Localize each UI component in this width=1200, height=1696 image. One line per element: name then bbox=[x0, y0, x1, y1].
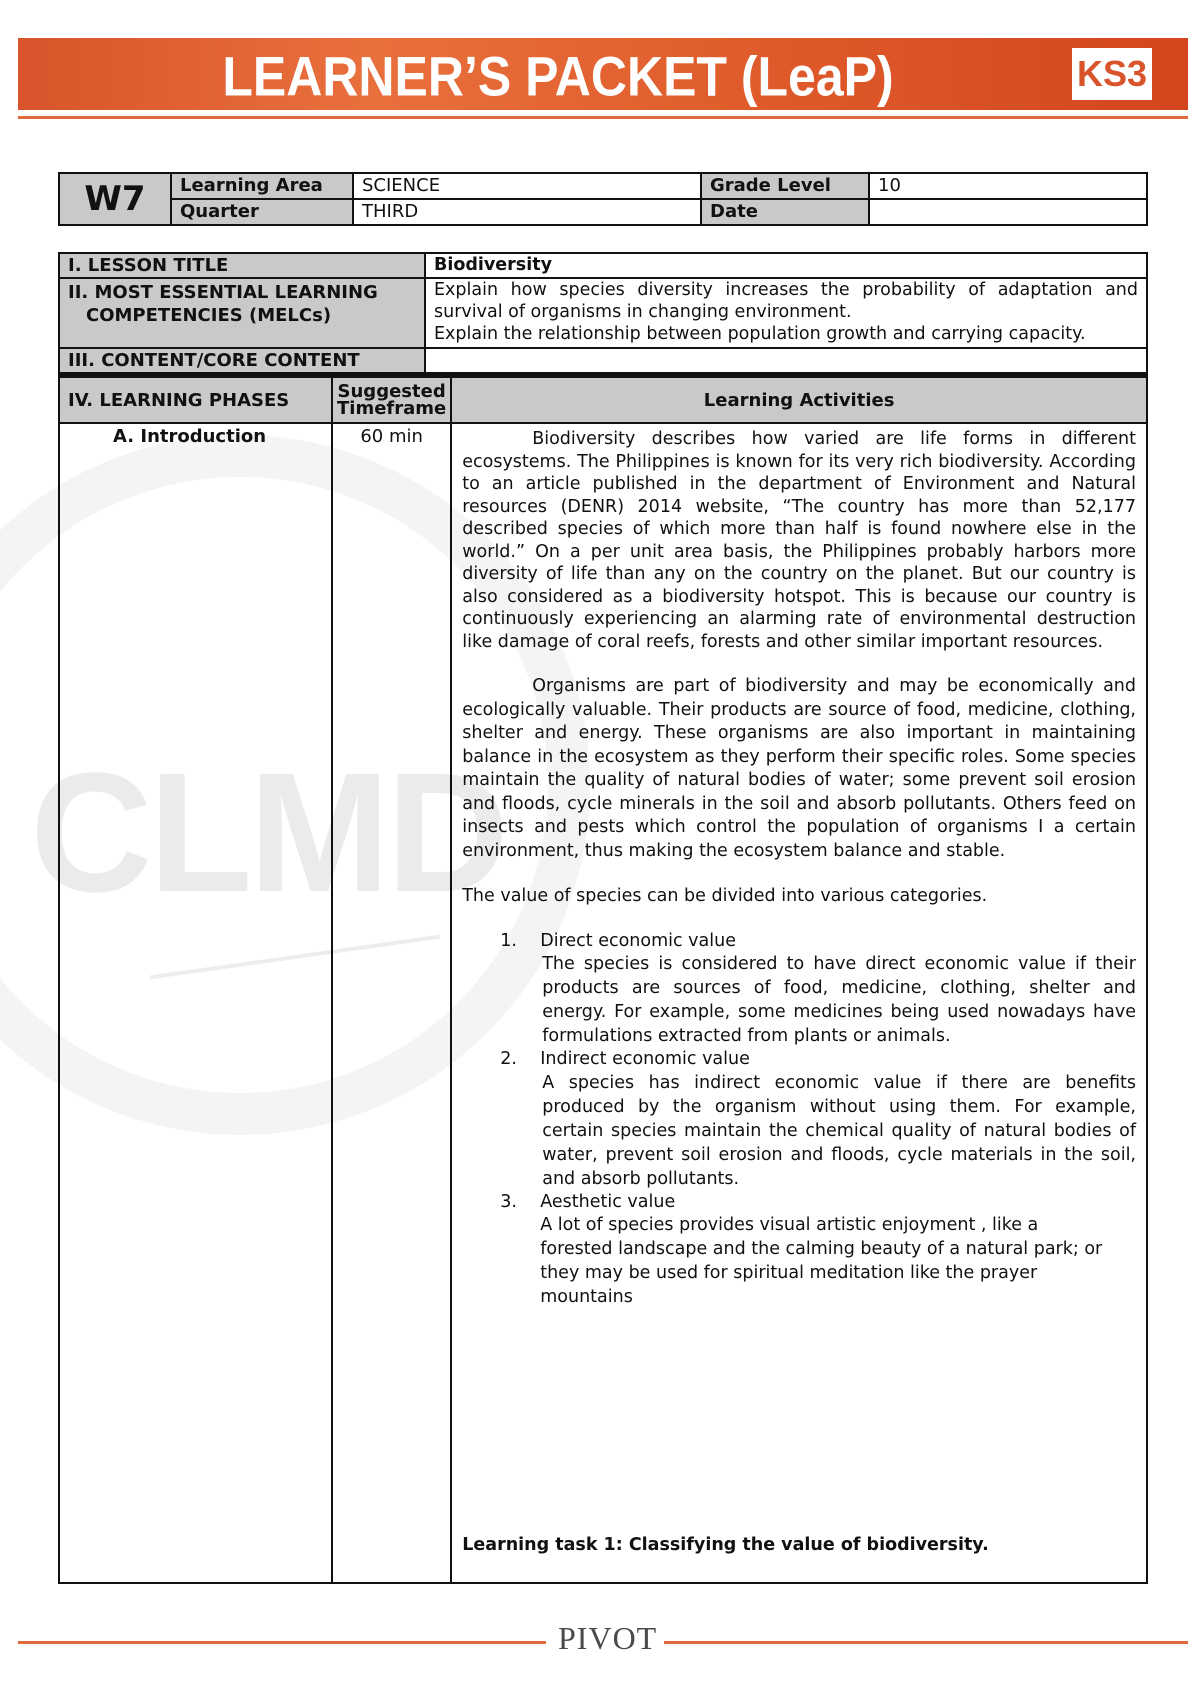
list-item-title: Indirect economic value bbox=[540, 1049, 750, 1069]
quarter-label: Quarter bbox=[171, 199, 353, 225]
list-item-title: Aesthetic value bbox=[540, 1191, 676, 1212]
list-item-text: A lot of species provides visual artistic enjoyment , like a forested landscape and the calming beauty of a natural park; or they may be used for spiritual meditation like the prayer mountains bbox=[540, 1215, 1103, 1307]
lesson-title-label: I. LESSON TITLE bbox=[59, 253, 425, 278]
learning-task-1-heading: Learning task 1: Classifying the value of biodiversity. bbox=[462, 1535, 989, 1555]
date-value bbox=[869, 199, 1147, 225]
quarter-value: THIRD bbox=[353, 199, 701, 225]
melc-label bbox=[59, 278, 425, 348]
banner-title: LEARNER’S PACKET (LeaP) bbox=[222, 45, 894, 108]
grade-level-value: 10 bbox=[869, 173, 1147, 199]
activities-text bbox=[462, 428, 1136, 1557]
introduction-label: A. Introduction bbox=[113, 426, 267, 447]
timeframe-header: Suggested Timeframe bbox=[332, 376, 451, 423]
learning-area-label: Learning Area bbox=[171, 173, 353, 199]
melc-2: Explain the relationship between population growth and carrying capacity. bbox=[434, 324, 1086, 344]
lesson-table bbox=[58, 252, 1148, 374]
footer-rule-left bbox=[18, 1641, 546, 1644]
watermark-text: CLMD bbox=[30, 738, 505, 928]
banner-rule bbox=[18, 116, 1188, 119]
footer-rule-right bbox=[664, 1641, 1188, 1644]
header-banner bbox=[18, 38, 1188, 110]
melc-label-line-2: COMPETENCIES (MELCs) bbox=[86, 305, 332, 326]
activities-header: Learning Activities bbox=[451, 376, 1147, 423]
melc-text bbox=[425, 278, 1147, 348]
week-label: W7 bbox=[59, 173, 171, 225]
info-table bbox=[58, 172, 1148, 226]
melc-label-line-1: II. MOST ESSENTIAL LEARNING bbox=[68, 282, 378, 303]
list-item-title: Direct economic value bbox=[540, 930, 736, 951]
list-item bbox=[462, 1048, 1136, 1191]
learning-area-value: SCIENCE bbox=[353, 173, 701, 199]
phase-cell bbox=[59, 423, 332, 1583]
list-item bbox=[462, 1191, 1136, 1310]
list-item bbox=[462, 930, 1136, 1049]
lesson-title-value: Biodiversity bbox=[425, 253, 1147, 278]
ks3-badge: KS3 bbox=[1072, 48, 1152, 100]
intro-paragraph-1: Biodiversity describes how varied are life forms in different ecosystems. The Philippines is known for its very rich biodiversity. According to an article published in the department of Environment and Natural resources (DENR) 2014 website, “The country has more than 52,177 described species of which more than half is found nowhere else in the world.” On a per unit area basis, the Philippines probably harbors more diversity of life than any on the country on the planet. But our country is also considered as a biodiversity hotspot. This is because our country is continuously experiencing an alarming rate of environmental destruction like damage of coral reefs, forests and other similar important resources. bbox=[462, 429, 1136, 652]
melc-1: Explain how species diversity increases the probability of adaptation and survival of organisms in changing environment. bbox=[434, 280, 1138, 322]
learning-phases-table bbox=[58, 374, 1148, 1584]
list-item-text: A species has indirect economic value if there are benefits produced by the organism without using them. For example, certain species maintain the chemical quality of natural bodies of water, prevent soil erosion and floods, cycle materials in the soil, and absorb pollutants. bbox=[542, 1072, 1136, 1189]
list-item-number: 2. bbox=[500, 1049, 517, 1069]
activities-cell bbox=[451, 423, 1147, 1583]
content-label: III. CONTENT/CORE CONTENT bbox=[59, 348, 425, 373]
introduction-timeframe: 60 min bbox=[360, 426, 423, 447]
date-label: Date bbox=[701, 199, 869, 225]
grade-level-label: Grade Level bbox=[701, 173, 869, 199]
timeframe-cell bbox=[332, 423, 451, 1583]
intro-paragraph-3: The value of species can be divided into various categories. bbox=[462, 886, 988, 906]
phases-header: IV. LEARNING PHASES bbox=[59, 376, 332, 423]
pivot-logo: PIVOT bbox=[558, 1620, 658, 1656]
list-item-number: 3. bbox=[500, 1191, 517, 1212]
value-categories-list bbox=[462, 930, 1136, 1310]
list-item-number: 1. bbox=[500, 930, 517, 951]
intro-paragraph-2: Organisms are part of biodiversity and may be economically and ecologically valuable. Their products are source of food, medicine, clothing, shelter and energy. These organisms are also important in maintaining balance in the ecosystem as they perform their specific roles. Some species maintain the quality of natural bodies of water; some prevent soil erosion and floods, cycle minerals in the soil and absorb pollutants. Others feed on insects and pests which control the population of organisms I a certain environment, thus making the ecosystem balance and stable. bbox=[462, 676, 1136, 861]
list-item-text: The species is considered to have direct economic value if their products are sources of food, medicine, clothing, shelter and energy. For example, some medicines being used nowadays have formulations extracted from plants or animals. bbox=[542, 954, 1136, 1046]
content-value bbox=[425, 348, 1147, 373]
